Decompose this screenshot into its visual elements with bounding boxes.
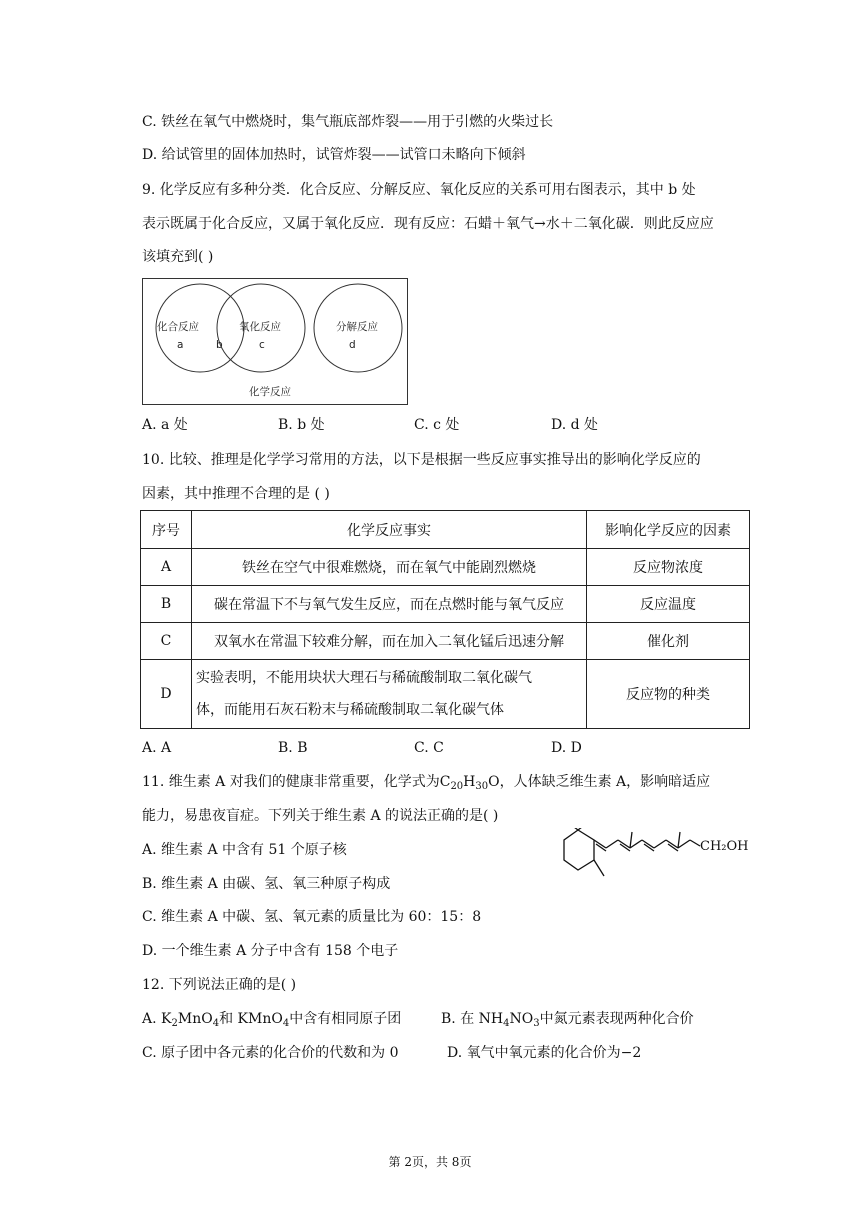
decomposition-label: 分解反应: [336, 321, 378, 333]
table-row: [141, 623, 750, 660]
q12-option-c: C. 原子团中各元素的化合价的代数和为 0: [142, 1045, 399, 1061]
region-d-label: d: [349, 339, 356, 351]
table-row: [141, 549, 750, 586]
q9-option: C. c 处: [414, 417, 460, 433]
q12-option-a: A. $K_2MnO_4$和 KMnO$_4$中含有相同原子团: [142, 1011, 402, 1029]
row-factor: 反应物浓度: [587, 549, 750, 586]
q9-option: B. b 处: [278, 417, 325, 433]
combination-label: 化合反应: [157, 321, 199, 333]
q9-option: D. d 处: [551, 417, 599, 433]
reaction-venn-diagram: [142, 278, 408, 405]
header-factor: 影响化学反应的因素: [587, 511, 750, 549]
row-id: D: [141, 660, 192, 729]
row-fact-line2: 体，而能用石灰石粉末与稀硫酸制取二氧化碳气体: [196, 702, 504, 718]
q12-option-d: D. 氧气中氧元素的化合价为−2: [447, 1045, 642, 1061]
q11-stem-line1: 11. 维生素 A 对我们的健康非常重要，化学式为$C_{20}H_{30}O$，人体缺乏维生素 A，影响暗适应: [142, 774, 711, 792]
region-c-label: c: [259, 339, 265, 351]
q10-stem-line2: 因素，其中推理不合理的是 ( ): [142, 486, 330, 502]
header-fact: 化学反应事实: [192, 511, 587, 549]
q10-stem-line1: 10. 比较、推理是化学学习常用的方法，以下是根据一些反应事实推导出的影响化学反应的: [142, 452, 701, 468]
q11-stem-line2: 能力，易患夜盲症。下列关于维生素 A 的说法正确的是( ): [142, 808, 499, 824]
ch2oh-label: CH₂OH: [700, 839, 749, 854]
header-id: 序号: [141, 511, 192, 549]
q9-options: [142, 415, 598, 435]
q10-option: C. C: [414, 740, 444, 756]
row-fact: [192, 660, 587, 729]
q9-stem-line1: 9. 化学反应有多种分类．化合反应、分解反应、氧化反应的关系可用右图表示，其中 b 处: [142, 182, 696, 198]
vitamin-a-structure: [560, 828, 750, 886]
row-factor: 催化剂: [587, 623, 750, 660]
outer-label: 化学反应: [249, 386, 291, 398]
row-fact: 铁丝在空气中很难燃烧，而在氧气中能剧烈燃烧: [192, 549, 587, 586]
page-footer: 第 2页，共 8页: [388, 1155, 472, 1169]
table-row: [141, 660, 750, 729]
q11-option-c: C. 维生素 A 中碳、氢、氧元素的质量比为 60：15：8: [142, 909, 482, 925]
row-id: A: [141, 549, 192, 586]
q10-options: [142, 738, 582, 758]
q11-option-d: D. 一个维生素 A 分子中含有 158 个电子: [142, 943, 399, 959]
row-factor: 反应物的种类: [587, 660, 750, 729]
row-id: C: [141, 623, 192, 660]
row-fact: 碳在常温下不与氧气发生反应，而在点燃时能与氧气反应: [192, 586, 587, 623]
q10-option: D. D: [551, 740, 582, 756]
row-id: B: [141, 586, 192, 623]
q10-option: A. A: [142, 740, 172, 756]
region-a-label: a: [177, 339, 184, 351]
q8-option-d: D. 给试管里的固体加热时，试管炸裂——试管口未略向下倾斜: [142, 147, 526, 163]
table-header-row: [141, 511, 750, 549]
oxidation-label: 氧化反应: [239, 321, 281, 333]
q10-option: B. B: [278, 740, 308, 756]
q11-option-b: B. 维生素 A 由碳、氢、氧三种原子构成: [142, 876, 391, 892]
q12-stem: 12. 下列说法正确的是( ): [142, 977, 297, 993]
q11-option-a: A. 维生素 A 中含有 51 个原子核: [142, 842, 347, 858]
table-row: [141, 586, 750, 623]
q8-option-c: C. 铁丝在氧气中燃烧时，集气瓶底部炸裂——用于引燃的火柴过长: [142, 114, 554, 130]
q12-option-b: B. 在 $NH_4NO_3$中氮元素表现两种化合价: [441, 1011, 694, 1029]
row-fact-line1: 实验表明，不能用块状大理石与稀硫酸制取二氧化碳气: [196, 670, 532, 686]
q9-stem-line3: 该填充到( ): [142, 249, 214, 265]
region-b-label: b: [216, 339, 223, 351]
row-factor: 反应温度: [587, 586, 750, 623]
row-fact: 双氧水在常温下较难分解，而在加入二氧化锰后迅速分解: [192, 623, 587, 660]
reaction-facts-table: [140, 510, 750, 729]
q9-option: A. a 处: [142, 417, 188, 433]
q9-stem-line2: 表示既属于化合反应，又属于氧化反应．现有反应：石蜡＋氧气→水＋二氧化碳．则此反应应: [142, 216, 714, 232]
